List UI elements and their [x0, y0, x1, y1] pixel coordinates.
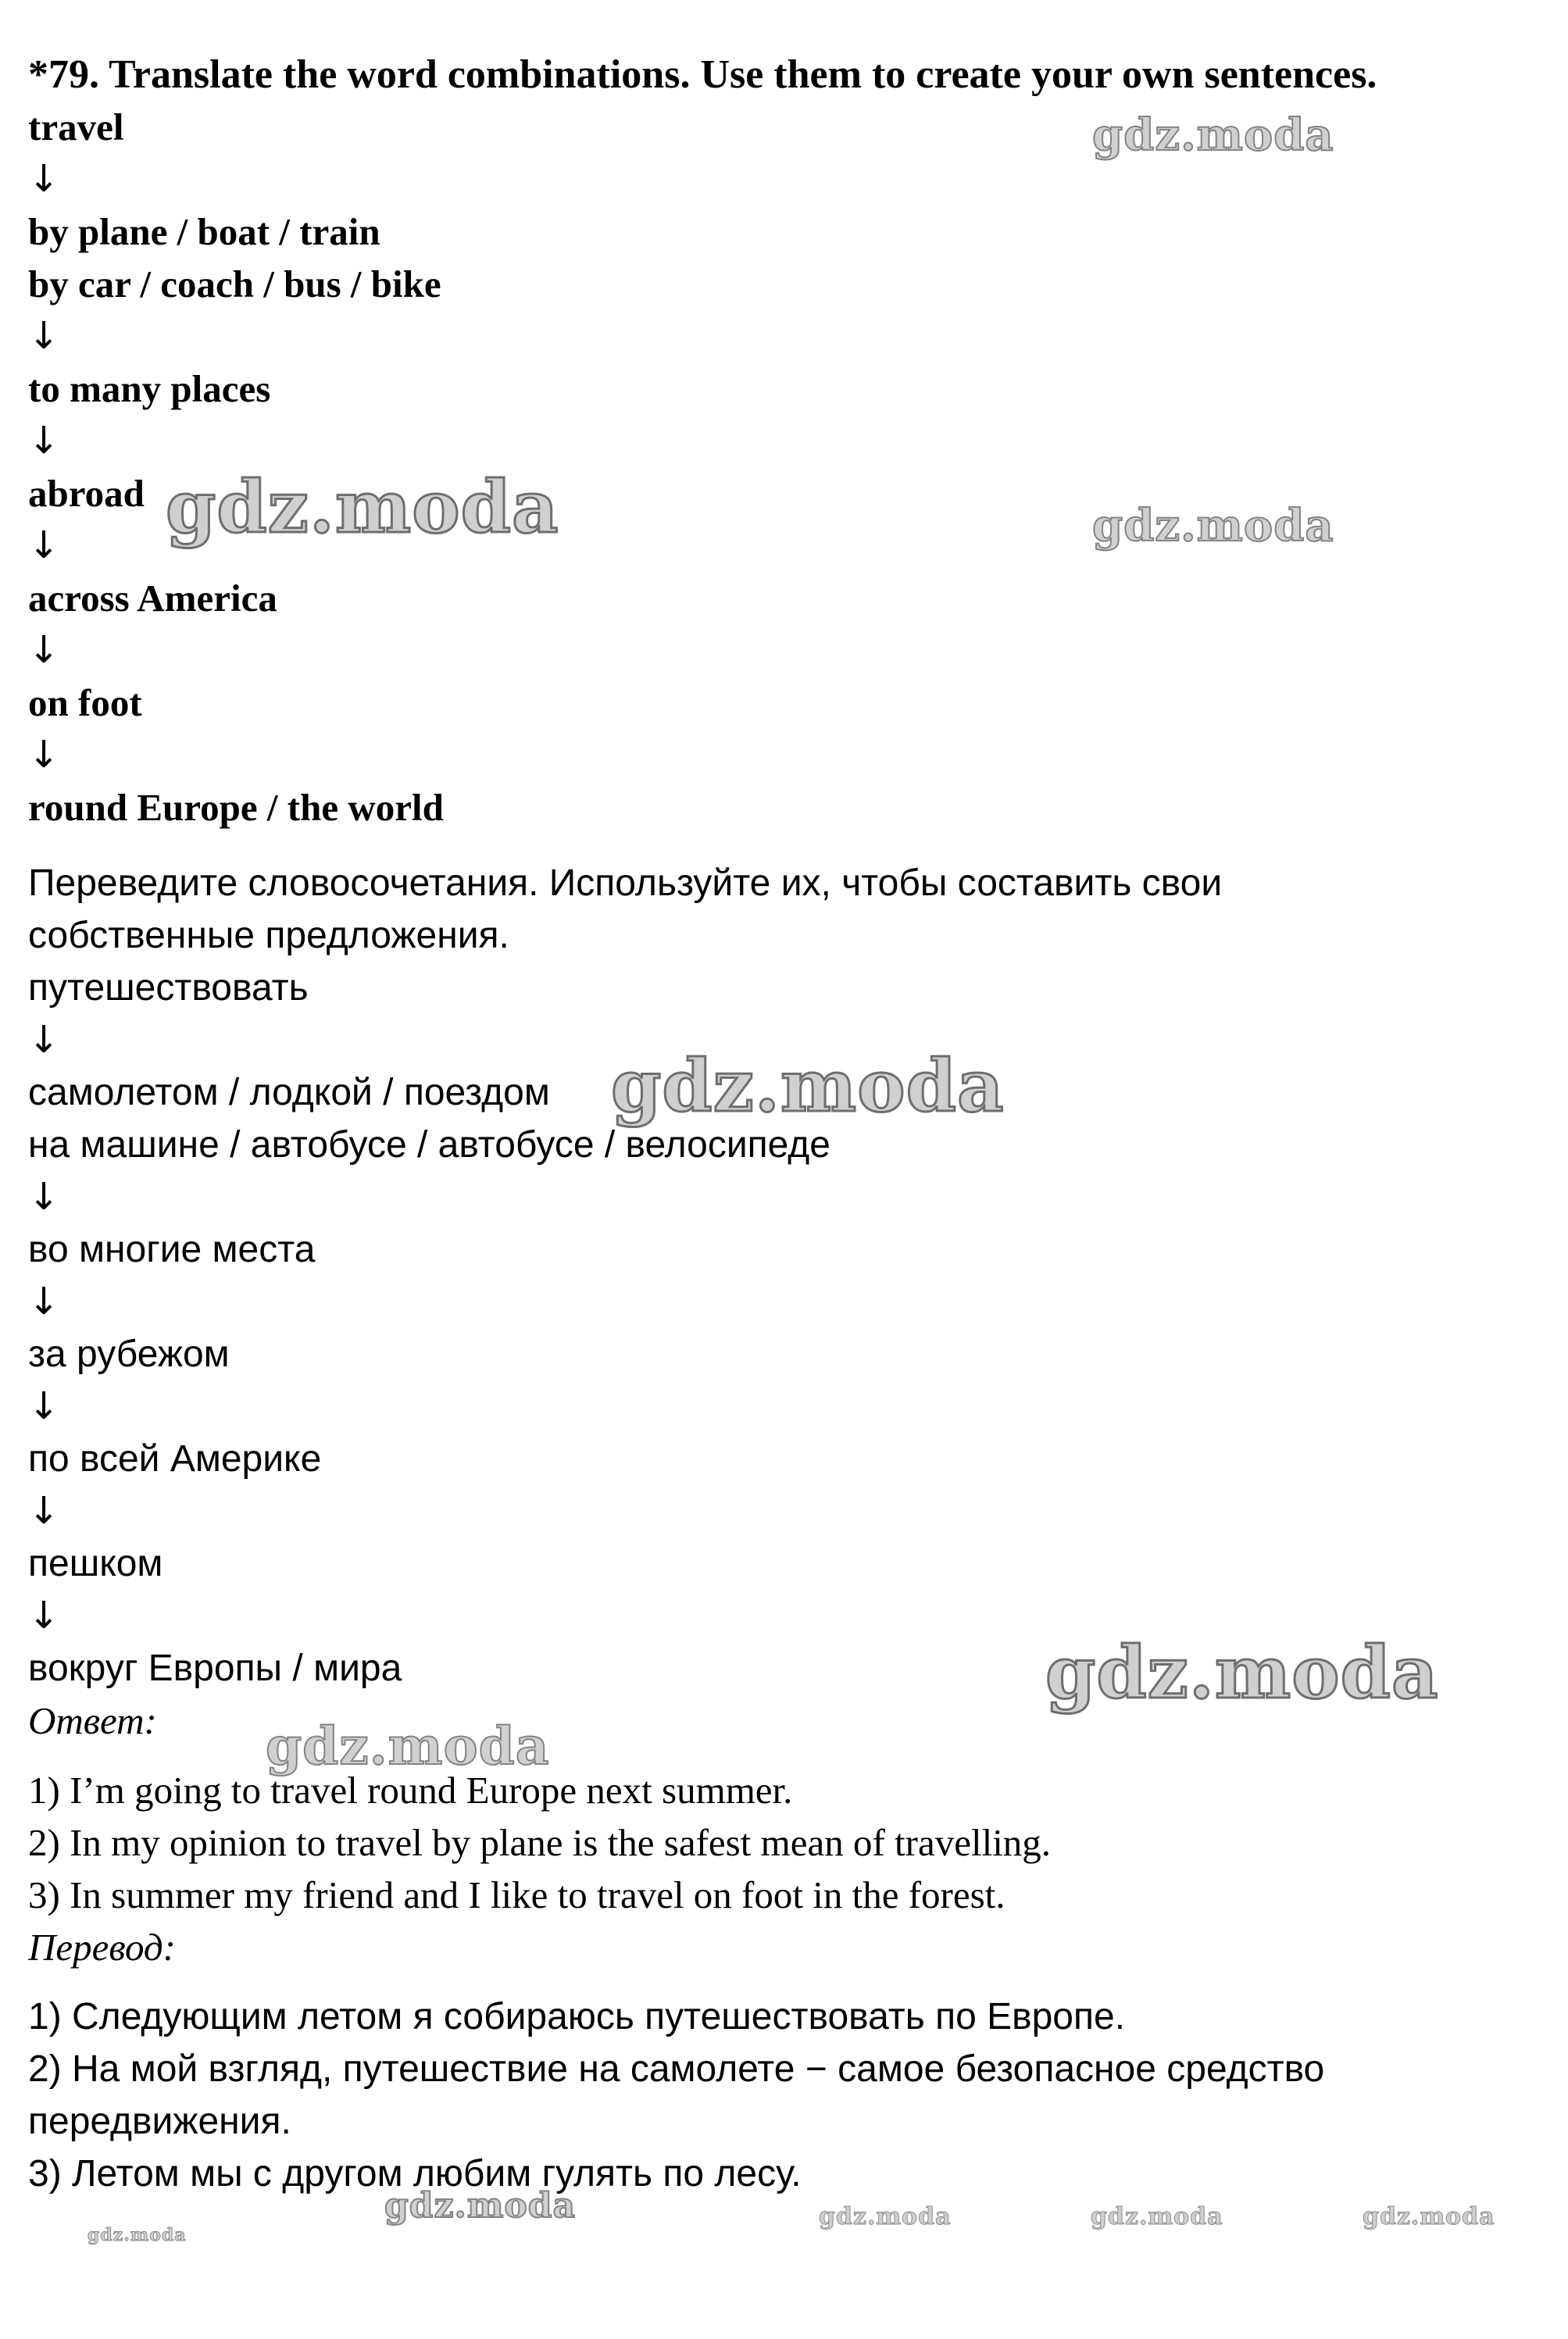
watermark: gdz.moda	[1045, 1630, 1439, 1715]
watermark: gdz.moda	[819, 2203, 952, 2230]
en-line-by-plane: by plane / boat / train	[28, 210, 380, 253]
en-line-by-car: by car / coach / bus / bike	[28, 262, 441, 305]
watermark: gdz.moda	[1092, 500, 1334, 552]
down-arrow-icon: ↓	[28, 1280, 60, 1323]
ru-line-many-places: во многие места	[28, 1229, 316, 1270]
watermark: gdz.moda	[1092, 109, 1334, 161]
en-line-abroad: abroad	[28, 472, 145, 515]
translation-item-2-cont: передвижения.	[28, 2101, 291, 2142]
en-line-to-many-places: to many places	[28, 367, 271, 410]
down-arrow-icon: ↓	[28, 1175, 60, 1219]
watermark: gdz.moda	[384, 2186, 577, 2226]
ru-instruction-line-2: собственные предложения.	[28, 915, 509, 956]
answer-label: Ответ:	[28, 1699, 157, 1742]
ru-line-abroad: за рубежом	[28, 1334, 230, 1375]
down-arrow-icon: ↓	[28, 314, 60, 358]
down-arrow-icon: ↓	[28, 1594, 60, 1637]
translation-label: Перевод:	[28, 1926, 176, 1969]
down-arrow-icon: ↓	[28, 1018, 60, 1062]
ru-line-across-america: по всей Америке	[28, 1438, 322, 1480]
translation-item-3: 3) Летом мы с другом любим гулять по лесу.	[28, 2153, 802, 2194]
down-arrow-icon: ↓	[28, 1384, 60, 1428]
down-arrow-icon: ↓	[28, 1489, 60, 1533]
ru-line-travel: путешествовать	[28, 967, 309, 1009]
ru-line-round-europe: вокруг Европы / мира	[28, 1648, 402, 1689]
ru-line-by-car: на машине / автобусе / автобусе / велосипеде	[28, 1124, 830, 1166]
translation-item-1: 1) Следующим летом я собираюсь путешествовать по Европе.	[28, 1996, 1126, 2037]
watermark: gdz.moda	[166, 465, 559, 549]
down-arrow-icon: ↓	[28, 628, 60, 672]
en-line-on-foot: on foot	[28, 681, 142, 724]
en-line-across-america: across America	[28, 577, 277, 620]
answer-item-1: 1) I’m going to travel round Europe next summer.	[28, 1769, 793, 1812]
watermark: gdz.moda	[88, 2225, 187, 2245]
watermark: gdz.moda	[611, 1044, 1005, 1128]
en-line-round-europe: round Europe / the world	[28, 786, 444, 829]
ru-line-by-plane: самолетом / лодкой / поездом	[28, 1072, 550, 1113]
watermark: gdz.moda	[266, 1716, 550, 1777]
ru-line-on-foot: пешком	[28, 1543, 163, 1584]
down-arrow-icon: ↓	[28, 157, 60, 201]
en-line-travel: travel	[28, 105, 124, 148]
watermark: gdz.moda	[1091, 2203, 1223, 2230]
down-arrow-icon: ↓	[28, 419, 60, 462]
down-arrow-icon: ↓	[28, 523, 60, 567]
down-arrow-icon: ↓	[28, 733, 60, 777]
exercise-title: *79. Translate the word combinations. Use them to create your own sentences.	[28, 52, 1377, 97]
translation-item-2: 2) На мой взгляд, путешествие на самолете − самое безопасное средство	[28, 2048, 1325, 2090]
answer-item-3: 3) In summer my friend and I like to travel on foot in the forest.	[28, 1873, 1005, 1916]
watermark: gdz.moda	[1363, 2203, 1495, 2230]
answer-item-2: 2) In my opinion to travel by plane is the safest mean of travelling.	[28, 1821, 1052, 1864]
ru-instruction-line-1: Переведите словосочетания. Используйте их, чтобы составить свои	[28, 862, 1223, 904]
